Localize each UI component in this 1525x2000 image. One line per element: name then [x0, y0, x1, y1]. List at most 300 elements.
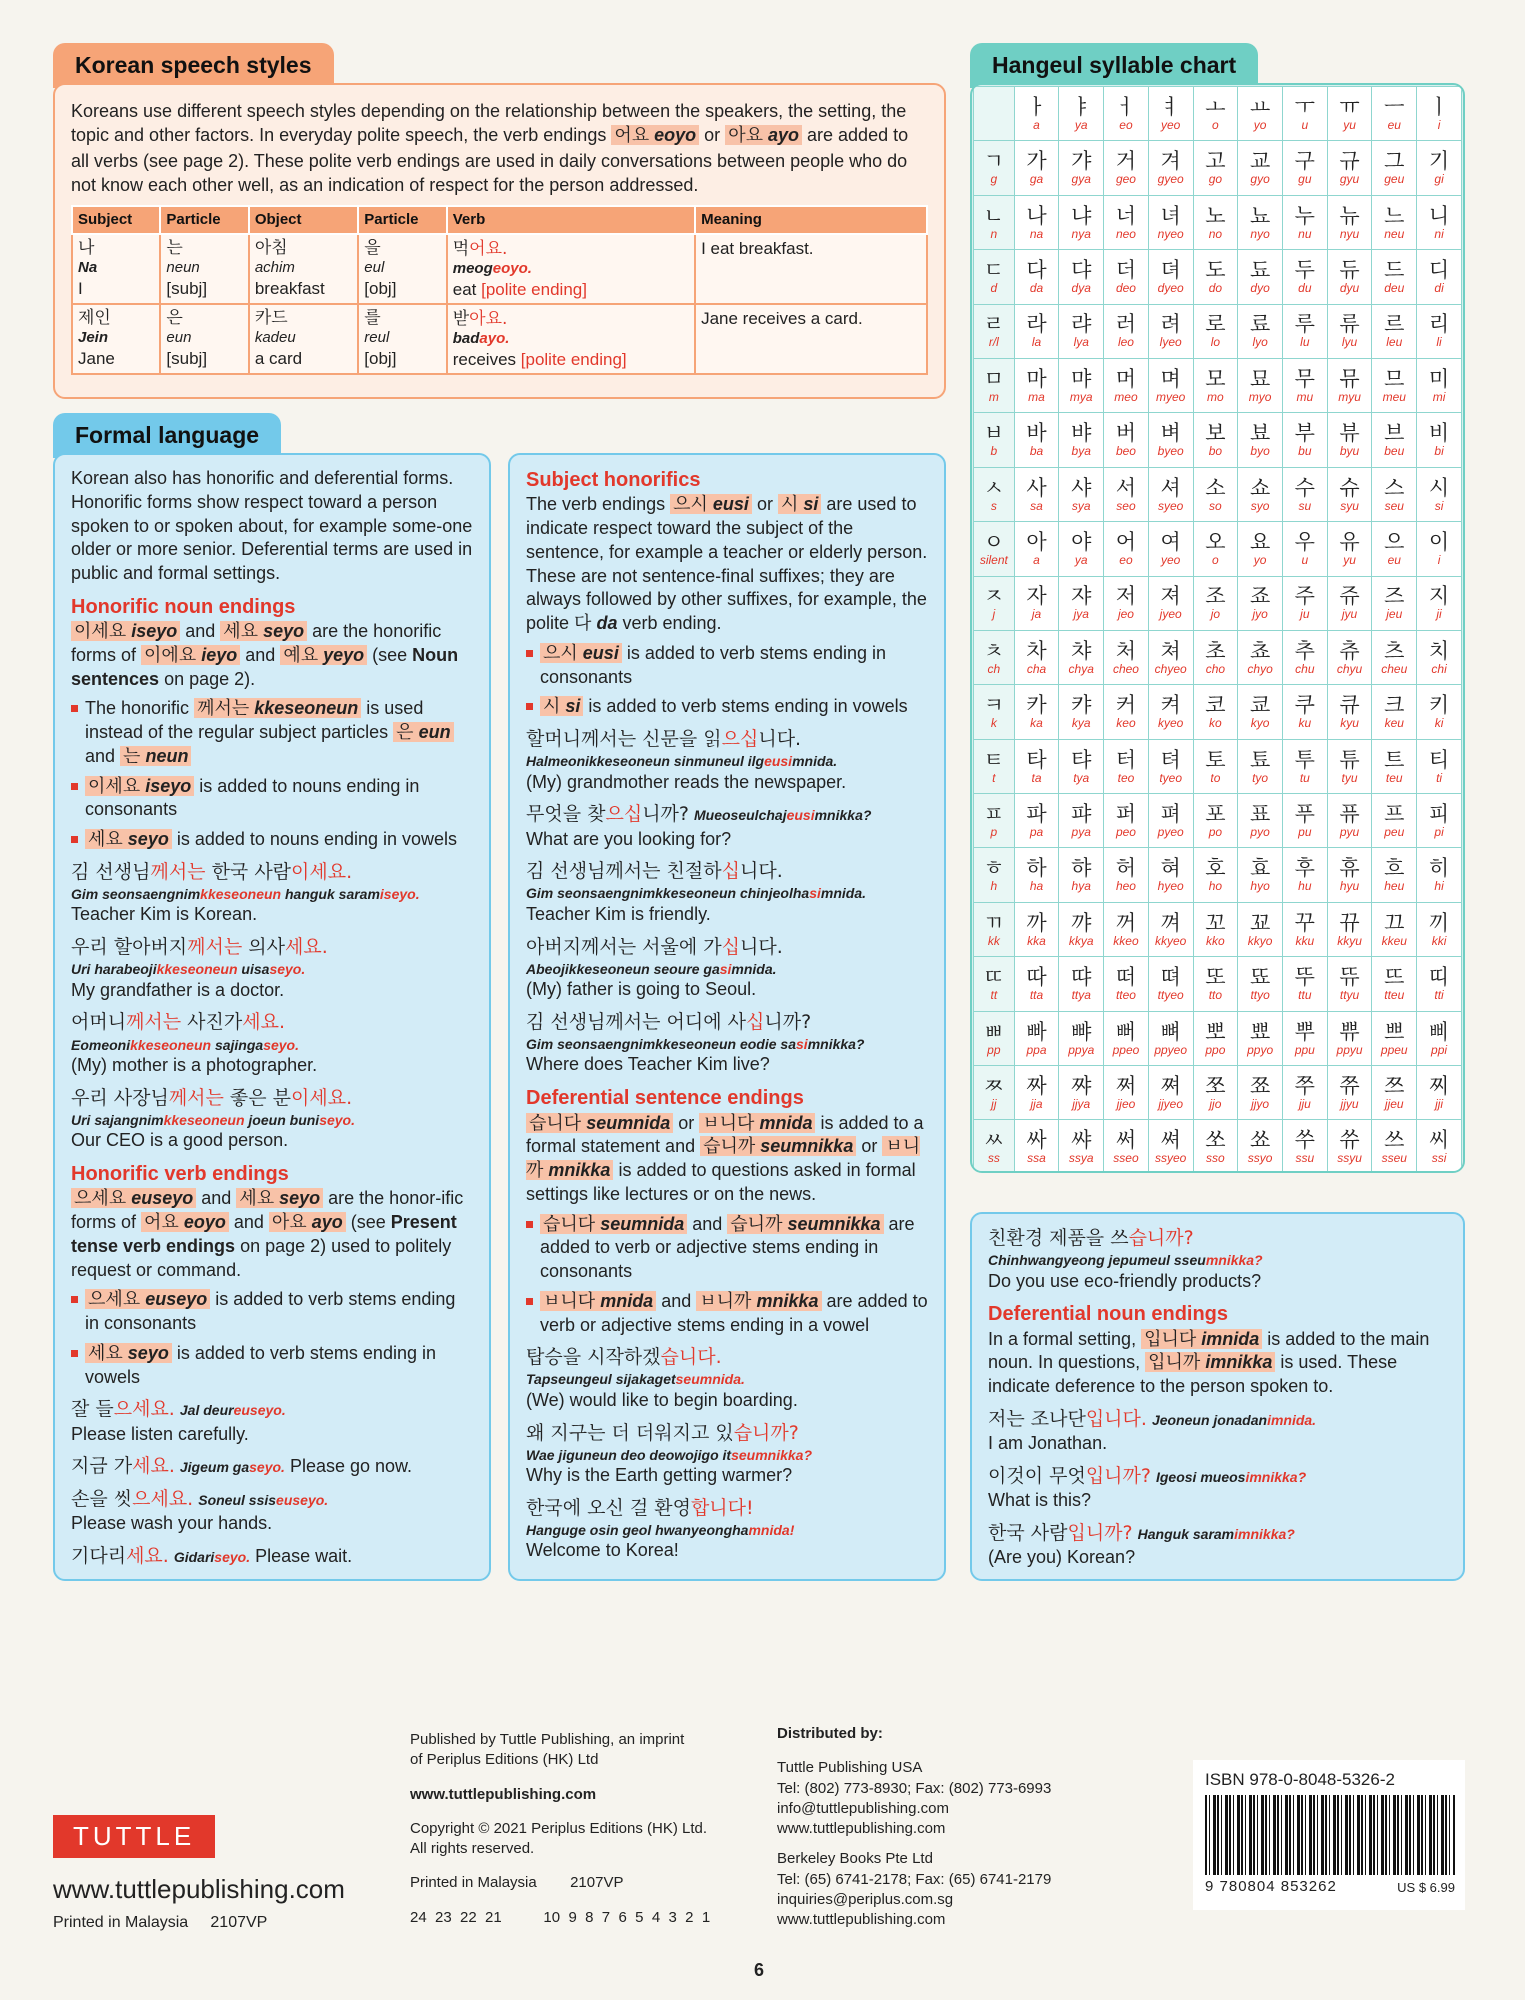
syllable-cell: 쮸 jjyu — [1327, 1066, 1372, 1120]
consonant-header: ㅋ k — [974, 685, 1015, 739]
example-sentence: 친환경 제품을 쓰습니까? Chinhwangyeong jepumeul sseumnikka? Do you use eco-friendly products? — [988, 1227, 1263, 1291]
syllable-cell: 싸 ssa — [1014, 1120, 1059, 1173]
table-row — [974, 304, 1462, 358]
syllable-cell: 꾜 kkyo — [1238, 902, 1283, 956]
vowel-header: ㅓ eo — [1104, 87, 1149, 141]
syllable-cell: 후 hu — [1282, 848, 1327, 902]
syllable-cell: 쪄 jjyeo — [1148, 1066, 1193, 1120]
syllable-cell: 으 eu — [1372, 522, 1417, 576]
col-header: Meaning — [695, 206, 927, 234]
table-row — [974, 141, 1462, 195]
example-sentence: 김 선생님께서는 어디에 사십니까? Gim seonsaengnimkkeseoneun eodie sasimnikka? Where does Teacher Kim live? — [526, 1010, 865, 1075]
syllable-cell: 처 cheo — [1104, 630, 1149, 684]
formal-language-panel — [53, 453, 491, 1581]
syllable-cell: 가 ga — [1014, 141, 1059, 195]
syllable-cell: 느 neu — [1372, 195, 1417, 249]
syllable-cell: 쓰 sseu — [1372, 1120, 1417, 1173]
vowel-header: ㅏ a — [1014, 87, 1059, 141]
bullet-item: 세요 seyo is added to nouns ending in vowels — [71, 828, 473, 852]
table-row — [974, 576, 1462, 630]
syllable-cell: 쭈 jju — [1282, 1066, 1327, 1120]
syllable-cell: 쪼 jjo — [1193, 1066, 1238, 1120]
consonant-header: ㅊ ch — [974, 630, 1015, 684]
syllable-cell: 파 pa — [1014, 794, 1059, 848]
syllable-cell: 하 ha — [1014, 848, 1059, 902]
syllable-cell: 쀼 ppyu — [1327, 1011, 1372, 1065]
example-sentence: 저는 조나단입니다. Jeoneun jonadanimnida. I am Jonathan. — [988, 1407, 1317, 1454]
section-title: Deferential noun endings — [988, 1303, 1229, 1326]
syllable-cell: 카 ka — [1014, 685, 1059, 739]
example-sentence: 할머니께서는 신문을 읽으십니다. Halmeonikkeseoneun sinmuneul ilgeusimnida. (My) grandmother reads the newspaper. — [526, 728, 847, 792]
verb-endings-text: 으세요 euseyo and 세요 seyo are the honor-ific forms of 어요 eoyo and 아요 ayo (see Present tense verb endings on page 2) used to politely request or command. — [71, 1188, 464, 1280]
deferential-noun-panel — [970, 1212, 1465, 1581]
formal-intro: Korean also has honorific and deferential forms. Honorific forms show respect toward a person spoken to or spoken about, for example some-one older or more senior. Deferential terms are used in public and formal settings. — [71, 468, 473, 583]
syllable-cell: 퓨 pyu — [1327, 794, 1372, 848]
syllable-cell: 커 keo — [1104, 685, 1149, 739]
syllable-cell: 뇨 nyo — [1238, 195, 1283, 249]
subject-honorifics-text: The verb endings 으시 eusi or 시 si are used to indicate respect toward the subject of the sentence, for example a teacher or elderly person. These are not sentence-final suffixes; they are always followed by other suffixes, for example, the polite 다 da verb ending. — [526, 494, 928, 635]
syllable-cell: 스 seu — [1372, 467, 1417, 521]
speech-intro: Koreans use different speech styles depending on the relationship between the speakers, the setting, the topic and other factors. In everyday polite speech, the verb endings 어요 eoyo or 아요 ayo are added to all verbs (see page 2). These polite verb endings are used in daily conversations between people who do not know each other well, as an indication of respect for the person addressed. — [71, 101, 909, 195]
syllable-cell: 갸 gya — [1059, 141, 1104, 195]
syllable-cell: 뉴 nyu — [1327, 195, 1372, 249]
syllable-cell: 쌰 ssya — [1059, 1120, 1104, 1173]
table-row — [974, 1120, 1462, 1173]
consonant-header: ㄱ g — [974, 141, 1015, 195]
table-row — [974, 1066, 1462, 1120]
syllable-cell: 오 o — [1193, 522, 1238, 576]
syllable-cell: 교 gyo — [1238, 141, 1283, 195]
section-title: Subject honorifics — [526, 469, 701, 491]
syllable-cell: 터 teo — [1104, 739, 1149, 793]
syllable-cell: 뗘 ttyeo — [1148, 957, 1193, 1011]
tuttle-logo: TUTTLE — [53, 1815, 215, 1858]
table-row — [974, 467, 1462, 521]
syllable-cell: 츠 cheu — [1372, 630, 1417, 684]
syllable-cell: 로 lo — [1193, 304, 1238, 358]
syllable-cell: 텨 tyeo — [1148, 739, 1193, 793]
syllable-cell: 뷰 byu — [1327, 413, 1372, 467]
syllable-cell: 땨 ttya — [1059, 957, 1104, 1011]
syllable-cell: 까 kka — [1014, 902, 1059, 956]
example-sentence: 무엇을 찾으십니까? Mueoseulchajeusimnikka? What are you looking for? — [526, 803, 872, 849]
table-row — [974, 250, 1462, 304]
syllable-cell: 쩌 jjeo — [1104, 1066, 1149, 1120]
syllable-cell: 수 su — [1282, 467, 1327, 521]
syllable-cell: 뀨 kkyu — [1327, 902, 1372, 956]
syllable-cell: 유 yu — [1327, 522, 1372, 576]
syllable-cell: 랴 lya — [1059, 304, 1104, 358]
syllable-cell: 켜 kyeo — [1148, 685, 1193, 739]
syllable-cell: 버 beo — [1104, 413, 1149, 467]
syllable-cell: 소 so — [1193, 467, 1238, 521]
table-row — [974, 195, 1462, 249]
syllable-cell: 뱌 bya — [1059, 413, 1104, 467]
bullet-item: 세요 seyo is added to verb stems ending in vowels — [71, 1342, 473, 1390]
consonant-header: ㅁ m — [974, 358, 1015, 412]
syllable-cell: 허 heo — [1104, 848, 1149, 902]
syllable-cell: 지 ji — [1417, 576, 1462, 630]
vowel-header: ㅜ u — [1282, 87, 1327, 141]
table-row — [974, 957, 1462, 1011]
consonant-header: ㄸ tt — [974, 957, 1015, 1011]
example-sentence: 어머니께서는 사진가세요. Eomeonikkeseoneun sajingaseyo. (My) mother is a photographer. — [71, 1011, 318, 1076]
syllable-cell: 어 eo — [1104, 522, 1149, 576]
syllable-cell: 러 leo — [1104, 304, 1149, 358]
syllable-cell: 써 sseo — [1104, 1120, 1149, 1173]
bullet-item: 이세요 iseyo is added to nouns ending in consonants — [71, 775, 473, 823]
syllable-cell: 냐 nya — [1059, 195, 1104, 249]
table-row — [974, 794, 1462, 848]
syllable-cell: 떠 tteo — [1104, 957, 1149, 1011]
consonant-header: ㅌ t — [974, 739, 1015, 793]
syllable-cell: 쿄 kyo — [1238, 685, 1283, 739]
syllable-cell: 우 u — [1282, 522, 1327, 576]
syllable-cell: 려 lyeo — [1148, 304, 1193, 358]
distributor-info: Distributed by: Tuttle Publishing USA Tel: (802) 773-8930; Fax: (802) 773-6993 info@tuttlepublishing.com www.tuttlepublishing.com Berkeley Books Pte Ltd Tel: (65) 6741-2178; Fax: (65) 6741-2179 inquiries@periplus.com.sg www.tuttlepublishing.com — [777, 1725, 1052, 1928]
syllable-cell: 빠 ppa — [1014, 1011, 1059, 1065]
syllable-cell: 뎌 dyeo — [1148, 250, 1193, 304]
syllable-cell: 뼈 ppyeo — [1148, 1011, 1193, 1065]
syllable-cell: 죠 jyo — [1238, 576, 1283, 630]
table-row: 제인 Jein Jane 은 eun [subj] 카드 kadeu a card 를 reul [obj] 받아요. badayo. receives [polite ending] Jane receives a card. — [72, 304, 927, 374]
example-sentence: 지금 가세요. Jigeum gaseyo. Please go now. — [71, 1455, 413, 1478]
syllable-cell: 끼 kki — [1417, 902, 1462, 956]
col-header: Particle — [358, 206, 446, 234]
syllable-cell: 보 bo — [1193, 413, 1238, 467]
syllable-cell: 초 cho — [1193, 630, 1238, 684]
consonant-header: ㅆ ss — [974, 1120, 1015, 1173]
syllable-cell: 셔 syeo — [1148, 467, 1193, 521]
syllable-cell: 씨 ssi — [1417, 1120, 1462, 1173]
bullet-item: The honorific 께서는 kkeseoneun is used instead of the regular subject particles 은 eun and 는 neun — [71, 697, 473, 768]
syllable-cell: 또 tto — [1193, 957, 1238, 1011]
syllable-cell: 끄 kkeu — [1372, 902, 1417, 956]
consonant-header: ㄷ d — [974, 250, 1015, 304]
col-header: Verb — [447, 206, 695, 234]
speech-styles-title: Korean speech styles — [53, 43, 334, 88]
vowel-header: ㅛ yo — [1238, 87, 1283, 141]
section-title: Deferential sentence endings — [526, 1087, 804, 1110]
syllable-cell: 쎠 ssyeo — [1148, 1120, 1193, 1173]
syllable-cell: 류 lyu — [1327, 304, 1372, 358]
syllable-cell: 저 jeo — [1104, 576, 1149, 630]
syllable-cell: 쁘 ppeu — [1372, 1011, 1417, 1065]
hangeul-chart-title: Hangeul syllable chart — [970, 43, 1258, 88]
vowel-header: ㅣ i — [1417, 87, 1462, 141]
example-sentence: 우리 사장님께서는 좋은 분이세요. Uri sajangnimkkeseoneun joeun buniseyo. Our CEO is a good person. — [71, 1086, 355, 1151]
syllable-cell: 료 lyo — [1238, 304, 1283, 358]
example-sentence: 한국에 오신 걸 환영합니다! Hanguge osin geol hwanyeonghamnida! Welcome to Korea! — [526, 1496, 795, 1561]
syllable-cell: 햐 hya — [1059, 848, 1104, 902]
table-row — [974, 685, 1462, 739]
syllable-cell: 뵤 byo — [1238, 413, 1283, 467]
consonant-header: ㅅ s — [974, 467, 1015, 521]
table-row — [974, 739, 1462, 793]
col-header: Object — [249, 206, 358, 234]
corner-cell — [974, 87, 1015, 141]
consonant-header: ㅃ pp — [974, 1011, 1015, 1065]
syllable-cell: 꺼 kkeo — [1104, 902, 1149, 956]
consonant-header: ㅍ p — [974, 794, 1015, 848]
syllable-cell: 치 chi — [1417, 630, 1462, 684]
syllable-cell: 튜 tyu — [1327, 739, 1372, 793]
syllable-cell: 시 si — [1417, 467, 1462, 521]
table-row: 나 Na I 는 neun [subj] 아침 achim breakfast 을 eul [obj] 먹어요. meogeoyo. eat [polite ending] I eat breakfast. — [72, 234, 927, 304]
noun-endings-text: 이세요 iseyo and 세요 seyo are the honorific forms of 이에요 ieyo and 예요 yeyo (see Noun sentences on page 2). — [71, 621, 459, 689]
syllable-cell: 꾸 kku — [1282, 902, 1327, 956]
syllable-cell: 묘 myo — [1238, 358, 1283, 412]
table-row — [974, 413, 1462, 467]
syllable-cell: 샤 sya — [1059, 467, 1104, 521]
consonant-header: ㄲ kk — [974, 902, 1015, 956]
syllable-cell: 찌 jji — [1417, 1066, 1462, 1120]
syllable-cell: 티 ti — [1417, 739, 1462, 793]
syllable-cell: 요 yo — [1238, 522, 1283, 576]
syllable-cell: 겨 gyeo — [1148, 141, 1193, 195]
example-sentence: 잘 들으세요. Jal deureuseyo. Please listen carefully. — [71, 1398, 286, 1444]
syllable-cell: 즈 jeu — [1372, 576, 1417, 630]
example-sentence: 우리 할아버지께서는 의사세요. Uri harabeojikkeseoneun uisaseyo. My grandfather is a doctor. — [71, 936, 328, 1000]
syllable-cell: 르 leu — [1372, 304, 1417, 358]
syllable-cell: 쿠 ku — [1282, 685, 1327, 739]
syllable-cell: 브 beu — [1372, 413, 1417, 467]
syllable-cell: 쇼 syo — [1238, 467, 1283, 521]
syllable-cell: 고 go — [1193, 141, 1238, 195]
syllable-cell: 큐 kyu — [1327, 685, 1372, 739]
syllable-cell: 뜨 tteu — [1372, 957, 1417, 1011]
syllable-cell: 다 da — [1014, 250, 1059, 304]
syllable-cell: 구 gu — [1282, 141, 1327, 195]
syllable-cell: 라 la — [1014, 304, 1059, 358]
barcode-block: ISBN 978-0-8048-5326-2 9 780804 853262 US $ 6.99 — [1193, 1760, 1465, 1910]
syllable-cell: 그 geu — [1372, 141, 1417, 195]
example-sentence: 김 선생님께서는 친절하십니다. Gim seonsaengnimkkeseoneun chinjeolhasimnida. Teacher Kim is friendly. — [526, 860, 867, 924]
syllable-cell: 포 po — [1193, 794, 1238, 848]
syllable-cell: 꺄 kkya — [1059, 902, 1104, 956]
example-sentence: 손을 씻으세요. Soneul ssiseuseyo. Please wash your hands. — [71, 1488, 329, 1534]
hangeul-chart-panel — [970, 83, 1465, 1173]
syllable-cell: 므 meu — [1372, 358, 1417, 412]
vowel-header: ㅗ o — [1193, 87, 1238, 141]
syllable-cell: 먀 mya — [1059, 358, 1104, 412]
syllable-cell: 사 sa — [1014, 467, 1059, 521]
syllable-cell: 누 nu — [1282, 195, 1327, 249]
example-sentence: 기다리세요. Gidariseyo. Please wait. — [71, 1545, 353, 1568]
vowel-header: ㅕ yeo — [1148, 87, 1193, 141]
consonant-header: ㅎ h — [974, 848, 1015, 902]
table-row — [974, 1011, 1462, 1065]
section-title: Honorific verb endings — [71, 1163, 289, 1186]
syllable-cell: 뚀 ttyo — [1238, 957, 1283, 1011]
consonant-header: ㅈ j — [974, 576, 1015, 630]
syllable-cell: 미 mi — [1417, 358, 1462, 412]
vowel-header: ㅡ eu — [1372, 87, 1417, 141]
syllable-cell: 퍼 peo — [1104, 794, 1149, 848]
syllable-cell: 뾰 ppyo — [1238, 1011, 1283, 1065]
table-row — [974, 630, 1462, 684]
syllable-cell: 삐 ppi — [1417, 1011, 1462, 1065]
syllable-cell: 조 jo — [1193, 576, 1238, 630]
syllable-cell: 아 a — [1014, 522, 1059, 576]
bullet-item: ㅂ니다 mnida and ㅂ니까 mnikka are added to verb or adjective stems ending in a vowel — [526, 1290, 928, 1338]
syllable-cell: 댜 dya — [1059, 250, 1104, 304]
bullet-item: 시 si is added to verb stems ending in vowels — [526, 695, 928, 719]
syllable-cell: 부 bu — [1282, 413, 1327, 467]
syllable-cell: 루 lu — [1282, 304, 1327, 358]
syllable-cell: 펴 pyeo — [1148, 794, 1193, 848]
hangeul-table — [973, 86, 1462, 1173]
example-sentence: 탑승을 시작하겠습니다. Tapseungeul sijakagetseumnida. (We) would like to begin boarding. — [526, 1346, 798, 1410]
syllable-cell: 디 di — [1417, 250, 1462, 304]
syllable-cell: 노 no — [1193, 195, 1238, 249]
syllable-cell: 쳐 chyeo — [1148, 630, 1193, 684]
syllable-cell: 효 hyo — [1238, 848, 1283, 902]
syllable-cell: 서 seo — [1104, 467, 1149, 521]
syllable-cell: 짜 jja — [1014, 1066, 1059, 1120]
syllable-cell: 퍄 pya — [1059, 794, 1104, 848]
consonant-header: ㄴ n — [974, 195, 1015, 249]
speech-table — [71, 205, 928, 375]
syllable-cell: 쟈 jya — [1059, 576, 1104, 630]
syllable-cell: 표 pyo — [1238, 794, 1283, 848]
syllable-cell: 띠 tti — [1417, 957, 1462, 1011]
example-sentence: 한국 사람입니까? Hanguk saramimnikka? (Are you) Korean? — [988, 1521, 1295, 1567]
syllable-cell: 드 deu — [1372, 250, 1417, 304]
consonant-header: ㅇ silent — [974, 522, 1015, 576]
syllable-cell: 혀 hyeo — [1148, 848, 1193, 902]
syllable-cell: 도 do — [1193, 250, 1238, 304]
syllable-cell: 차 cha — [1014, 630, 1059, 684]
syllable-cell: 따 tta — [1014, 957, 1059, 1011]
table-row — [974, 358, 1462, 412]
syllable-cell: 며 myeo — [1148, 358, 1193, 412]
syllable-cell: 두 du — [1282, 250, 1327, 304]
syllable-cell: 쑈 ssyo — [1238, 1120, 1283, 1173]
syllable-cell: 듀 dyu — [1327, 250, 1372, 304]
syllable-cell: 쨔 jjya — [1059, 1066, 1104, 1120]
syllable-cell: 트 teu — [1372, 739, 1417, 793]
honorifics-panel — [508, 453, 946, 1581]
syllable-cell: 비 bi — [1417, 413, 1462, 467]
syllable-cell: 리 li — [1417, 304, 1462, 358]
vowel-header: ㅑ ya — [1059, 87, 1104, 141]
syllable-cell: 나 na — [1014, 195, 1059, 249]
col-header: Particle — [160, 206, 248, 234]
syllable-cell: 흐 heu — [1372, 848, 1417, 902]
syllable-cell: 프 peu — [1372, 794, 1417, 848]
syllable-cell: 피 pi — [1417, 794, 1462, 848]
syllable-cell: 주 ju — [1282, 576, 1327, 630]
syllable-cell: 머 meo — [1104, 358, 1149, 412]
barcode — [1205, 1795, 1455, 1875]
syllable-cell: 코 ko — [1193, 685, 1238, 739]
deferential-text: 습니다 seumnida or ㅂ니다 mnida is added to a formal statement and 습니까 seumnikka or ㅂ니까 mnikka is added to questions asked in formal settings like lectures or on the news. — [526, 1112, 924, 1204]
table-row — [974, 522, 1462, 576]
syllable-cell: 니 ni — [1417, 195, 1462, 249]
syllable-cell: 바 ba — [1014, 413, 1059, 467]
syllable-cell: 뽀 ppo — [1193, 1011, 1238, 1065]
syllable-cell: 자 ja — [1014, 576, 1059, 630]
bullet-item: 으세요 euseyo is added to verb stems ending in consonants — [71, 1288, 473, 1336]
syllable-cell: 쓔 ssyu — [1327, 1120, 1372, 1173]
syllable-cell: 토 to — [1193, 739, 1238, 793]
example-sentence: 왜 지구는 더 더워지고 있습니까? Wae jiguneun deo deowojigo itseumnikka? Why is the Earth getting warmer? — [526, 1421, 813, 1486]
syllable-cell: 녀 nyeo — [1148, 195, 1193, 249]
table-row — [974, 848, 1462, 902]
syllable-cell: 너 neo — [1104, 195, 1149, 249]
syllable-cell: 타 ta — [1014, 739, 1059, 793]
bullet-item: 으시 eusi is added to verb stems ending in consonants — [526, 642, 928, 690]
syllable-cell: 쏘 sso — [1193, 1120, 1238, 1173]
vowel-header: ㅠ yu — [1327, 87, 1372, 141]
syllable-cell: 됴 dyo — [1238, 250, 1283, 304]
syllable-cell: 야 ya — [1059, 522, 1104, 576]
consonant-header: ㅂ b — [974, 413, 1015, 467]
section-title: Honorific noun endings — [71, 595, 296, 618]
syllable-cell: 여 yeo — [1148, 522, 1193, 576]
page-number: 6 — [754, 1960, 765, 1980]
syllable-cell: 츄 chyu — [1327, 630, 1372, 684]
syllable-cell: 이 i — [1417, 522, 1462, 576]
syllable-cell: 뿌 ppu — [1282, 1011, 1327, 1065]
example-sentence: 아버지께서는 서울에 가십니다. Abeojikkeseoneun seoure gasimnida. (My) father is going to Seoul. — [526, 935, 783, 1000]
syllable-cell: 뮤 myu — [1327, 358, 1372, 412]
syllable-cell: 탸 tya — [1059, 739, 1104, 793]
consonant-header: ㅉ jj — [974, 1066, 1015, 1120]
syllable-cell: 더 deo — [1104, 250, 1149, 304]
syllable-cell: 쵸 chyo — [1238, 630, 1283, 684]
syllable-cell: 쯔 jjeu — [1372, 1066, 1417, 1120]
syllable-cell: 꼬 kko — [1193, 902, 1238, 956]
example-sentence: 김 선생님께서는 한국 사람이세요. Gim seonsaengnimkkeseoneun hanguk saramiseyo. Teacher Kim is Korean. — [71, 860, 420, 925]
syllable-cell: 히 hi — [1417, 848, 1462, 902]
syllable-cell: 뜌 ttyu — [1327, 957, 1372, 1011]
consonant-header: ㄹ r/l — [974, 304, 1015, 358]
publisher-info: Published by Tuttle Publishing, an imprint of Periplus Editions (HK) Ltd www.tuttlepublishing.com Copyright © 2021 Periplus Editions (HK) Ltd. All rights reserved. Printed in Malaysia 2107VP 24 23 22 21 10 9 8 7 6 5 4 3 2 1 — [410, 1731, 711, 1926]
syllable-cell: 져 jyeo — [1148, 576, 1193, 630]
speech-styles-panel — [53, 83, 946, 399]
syllable-cell: 쥬 jyu — [1327, 576, 1372, 630]
deferential-noun-text: In a formal setting, 입니다 imnida is added to the main noun. In questions, 입니까 imnikka is used. These indicate deference to the person spoken to. — [988, 1328, 1430, 1397]
syllable-cell: 쬬 jjyo — [1238, 1066, 1283, 1120]
syllable-cell: 툐 tyo — [1238, 739, 1283, 793]
printed-left: Printed in Malaysia 2107VP — [53, 1914, 268, 1931]
syllable-cell: 챠 chya — [1059, 630, 1104, 684]
publisher-url[interactable]: www.tuttlepublishing.com — [53, 1874, 345, 1904]
syllable-cell: 크 keu — [1372, 685, 1417, 739]
example-sentence: 이것이 무엇입니까? Igeosi mueosimnikka? What is this? — [988, 1464, 1307, 1510]
syllable-cell: 캬 kya — [1059, 685, 1104, 739]
syllable-cell: 규 gyu — [1327, 141, 1372, 195]
syllable-cell: 쑤 ssu — [1282, 1120, 1327, 1173]
bullet-item: 습니다 seumnida and 습니까 seumnikka are added to verb or adjective stems ending in consonants — [526, 1213, 928, 1284]
syllable-cell: 추 chu — [1282, 630, 1327, 684]
syllable-cell: 푸 pu — [1282, 794, 1327, 848]
syllable-cell: 슈 syu — [1327, 467, 1372, 521]
syllable-cell: 무 mu — [1282, 358, 1327, 412]
syllable-cell: 껴 kkyeo — [1148, 902, 1193, 956]
syllable-cell: 호 ho — [1193, 848, 1238, 902]
table-row — [974, 902, 1462, 956]
syllable-cell: 기 gi — [1417, 141, 1462, 195]
syllable-cell: 휴 hyu — [1327, 848, 1372, 902]
syllable-cell: 키 ki — [1417, 685, 1462, 739]
syllable-cell: 마 ma — [1014, 358, 1059, 412]
col-header: Subject — [72, 206, 160, 234]
syllable-cell: 거 geo — [1104, 141, 1149, 195]
syllable-cell: 뻐 ppeo — [1104, 1011, 1149, 1065]
